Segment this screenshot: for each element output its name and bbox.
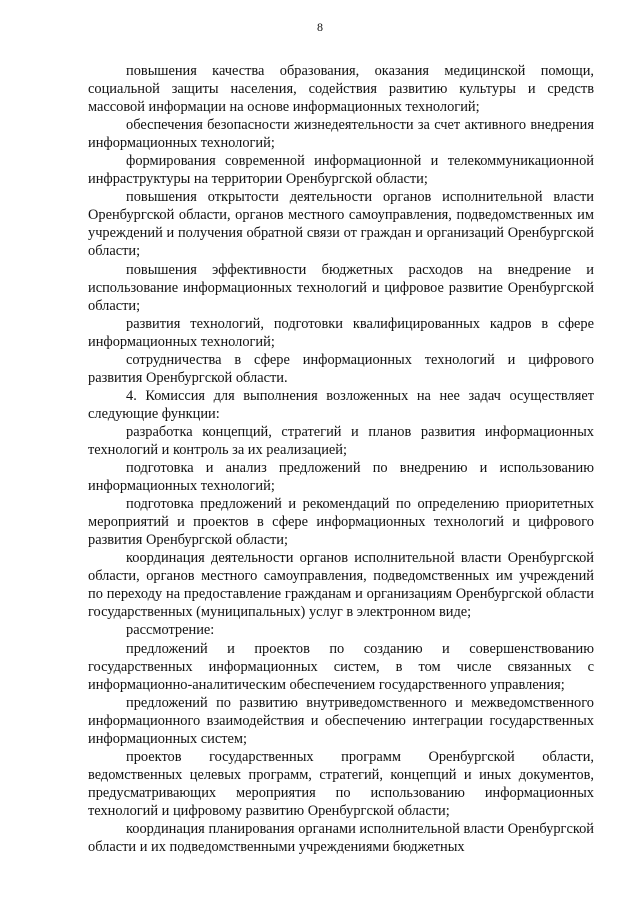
paragraph-1: повышения качества образования, оказания медицинской помощи, социальной защиты населения, содействия развитию культуры и средств массовой информации на основе информационных технологий; (88, 63, 594, 116)
paragraph-16: проектов государственных программ Оренбургской области, ведомственных целевых программ, стратегий, концепций и иных документов, предусматривающих мероприятия по использованию информационных технологий и цифровому развитию Оренбургской области; (88, 748, 594, 819)
paragraph-13: рассмотрение: (126, 622, 215, 639)
paragraph-14: предложений и проектов по созданию и совершенствованию государственных информационных систем, в том числе связанных с информационно-аналитическим обеспечением государственного управления; (88, 640, 594, 693)
paragraph-11: подготовка предложений и рекомендаций по определению приоритетных мероприятий и проектов в сфере информационных технологий и цифрового развития Оренбургской области; (88, 496, 594, 549)
paragraph-3: формирования современной информационной и телекоммуникационной инфраструктуры на территории Оренбургской области; (88, 153, 594, 188)
paragraph-4: повышения открытости деятельности органов исполнительной власти Оренбургской области, органов местного самоуправления, подведомственных им учреждений и получения обратной связи от граждан и организаций Оренбургской области; (88, 189, 594, 260)
paragraph-7: сотрудничества в сфере информационных технологий и цифрового развития Оренбургской области. (88, 351, 594, 386)
paragraph-9: разработка концепций, стратегий и планов развития информационных технологий и контроль за их реализацией; (88, 423, 594, 458)
paragraph-17: координация планирования органами исполнительной власти Оренбургской области и их подведомственными учреждениями бюджетных (88, 820, 594, 856)
paragraph-6: развития технологий, подготовки квалифицированных кадров в сфере информационных технологий; (88, 315, 594, 350)
paragraph-15: предложений по развитию внутриведомственного и межведомственного информационного взаимодействия и обеспечению интеграции государственных информационных систем; (88, 694, 594, 747)
paragraph-8: 4. Комиссия для выполнения возложенных на нее задач осуществляет следующие функции: (88, 387, 594, 422)
page-number: 8 (317, 20, 323, 34)
document-body (88, 62, 594, 856)
paragraph-2: обеспечения безопасности жизнедеятельности за счет активного внедрения информационных технологий; (88, 117, 594, 152)
paragraph-12: координация деятельности органов исполнительной власти Оренбургской области, органов местного самоуправления, подведомственных им учреждений по переходу на предоставление гражданам и организациям Оренбургской области государственных (муниципальных) услуг в электронном виде; (88, 550, 594, 621)
paragraph-10: подготовка и анализ предложений по внедрению и использованию информационных технологий; (88, 460, 594, 495)
paragraph-5: повышения эффективности бюджетных расходов на внедрение и использование информационных технологий и цифровое развитие Оренбургской области; (88, 261, 594, 314)
